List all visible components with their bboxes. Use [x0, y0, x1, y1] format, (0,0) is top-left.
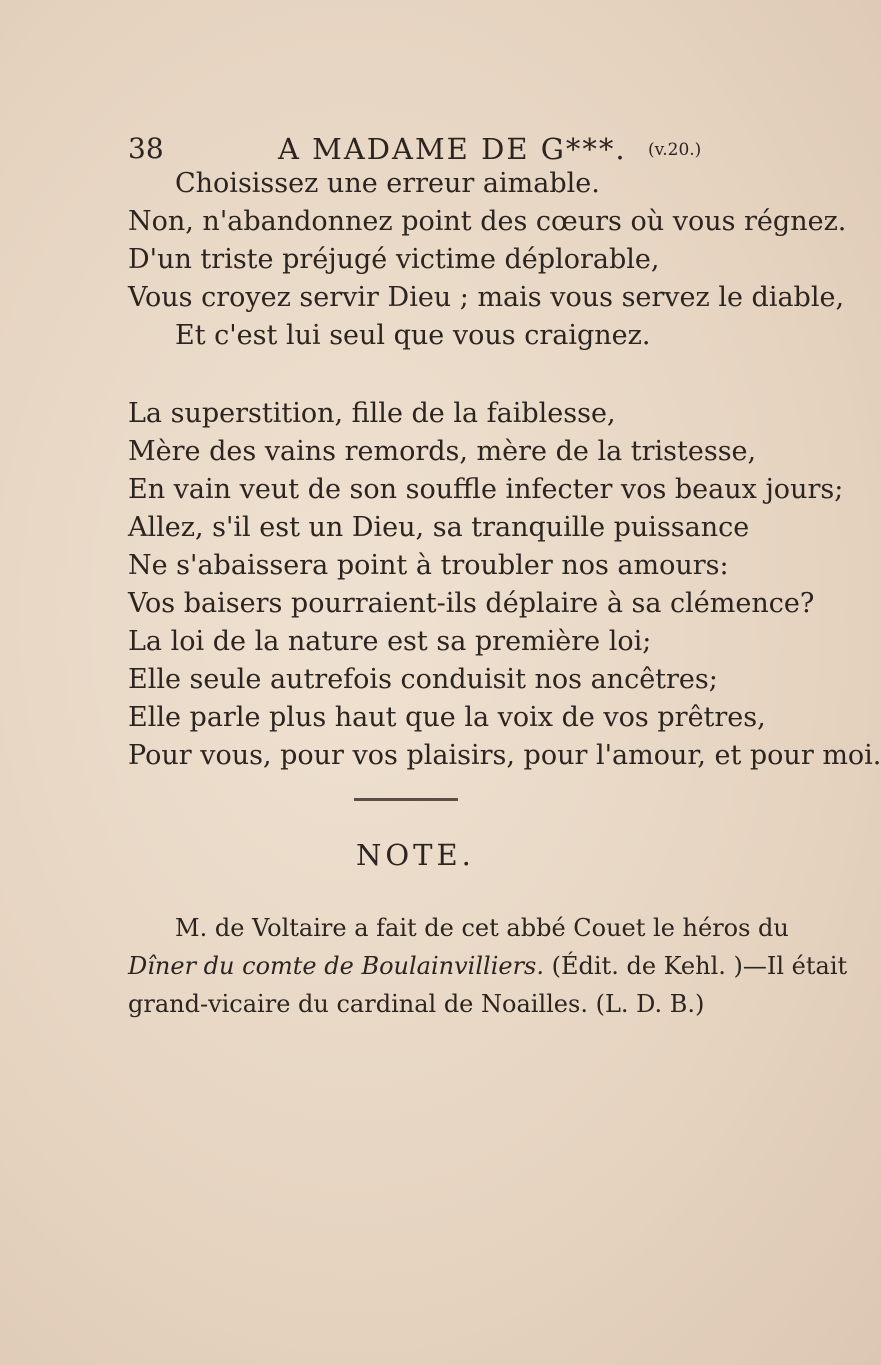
- note-title: NOTE.: [356, 838, 475, 872]
- poem-line: Elle seule autrefois conduisit nos ancêtres;: [128, 664, 718, 695]
- poem-line: Vos baisers pourraient-ils déplaire à sa clémence?: [128, 588, 815, 619]
- poem-line: Vous croyez servir Dieu ; mais vous servez le diable,: [128, 282, 845, 313]
- poem-line: Pour vous, pour vos plaisirs, pour l'amour, et pour moi.: [128, 740, 881, 771]
- note-line: M. de Voltaire a fait de cet abbé Couet le héros du: [175, 914, 789, 942]
- poem-line: La superstition, fille de la faiblesse,: [128, 398, 616, 429]
- note-line: [128, 952, 847, 980]
- section-divider: [354, 798, 458, 801]
- page-header: [128, 132, 728, 172]
- poem-line: Elle parle plus haut que la voix de vos prêtres,: [128, 702, 766, 733]
- note-line-rest: (Édit. de Kehl. )—Il était: [544, 952, 848, 980]
- running-title: A MADAME DE G***.: [278, 132, 627, 166]
- poem-line: D'un triste préjugé victime déplorable,: [128, 244, 660, 275]
- poem-line: La loi de la nature est sa première loi;: [128, 626, 652, 657]
- note-line: grand-vicaire du cardinal de Noailles. (L. D. B.): [128, 990, 705, 1018]
- poem-line: Choisissez une erreur aimable.: [175, 168, 600, 199]
- page-number: 38: [128, 132, 164, 165]
- poem-line: En vain veut de son souffle infecter vos beaux jours;: [128, 474, 844, 505]
- note-book-title: Dîner du comte de Boulainvilliers.: [128, 952, 544, 980]
- poem-line: Et c'est lui seul que vous craignez.: [175, 320, 651, 351]
- poem-line: Non, n'abandonnez point des cœurs où vous régnez.: [128, 206, 847, 237]
- verse-reference: (v.20.): [648, 140, 702, 160]
- poem-line: Allez, s'il est un Dieu, sa tranquille puissance: [128, 512, 750, 543]
- poem-line: Mère des vains remords, mère de la tristesse,: [128, 436, 757, 467]
- poem-line: Ne s'abaissera point à troubler nos amours:: [128, 550, 729, 581]
